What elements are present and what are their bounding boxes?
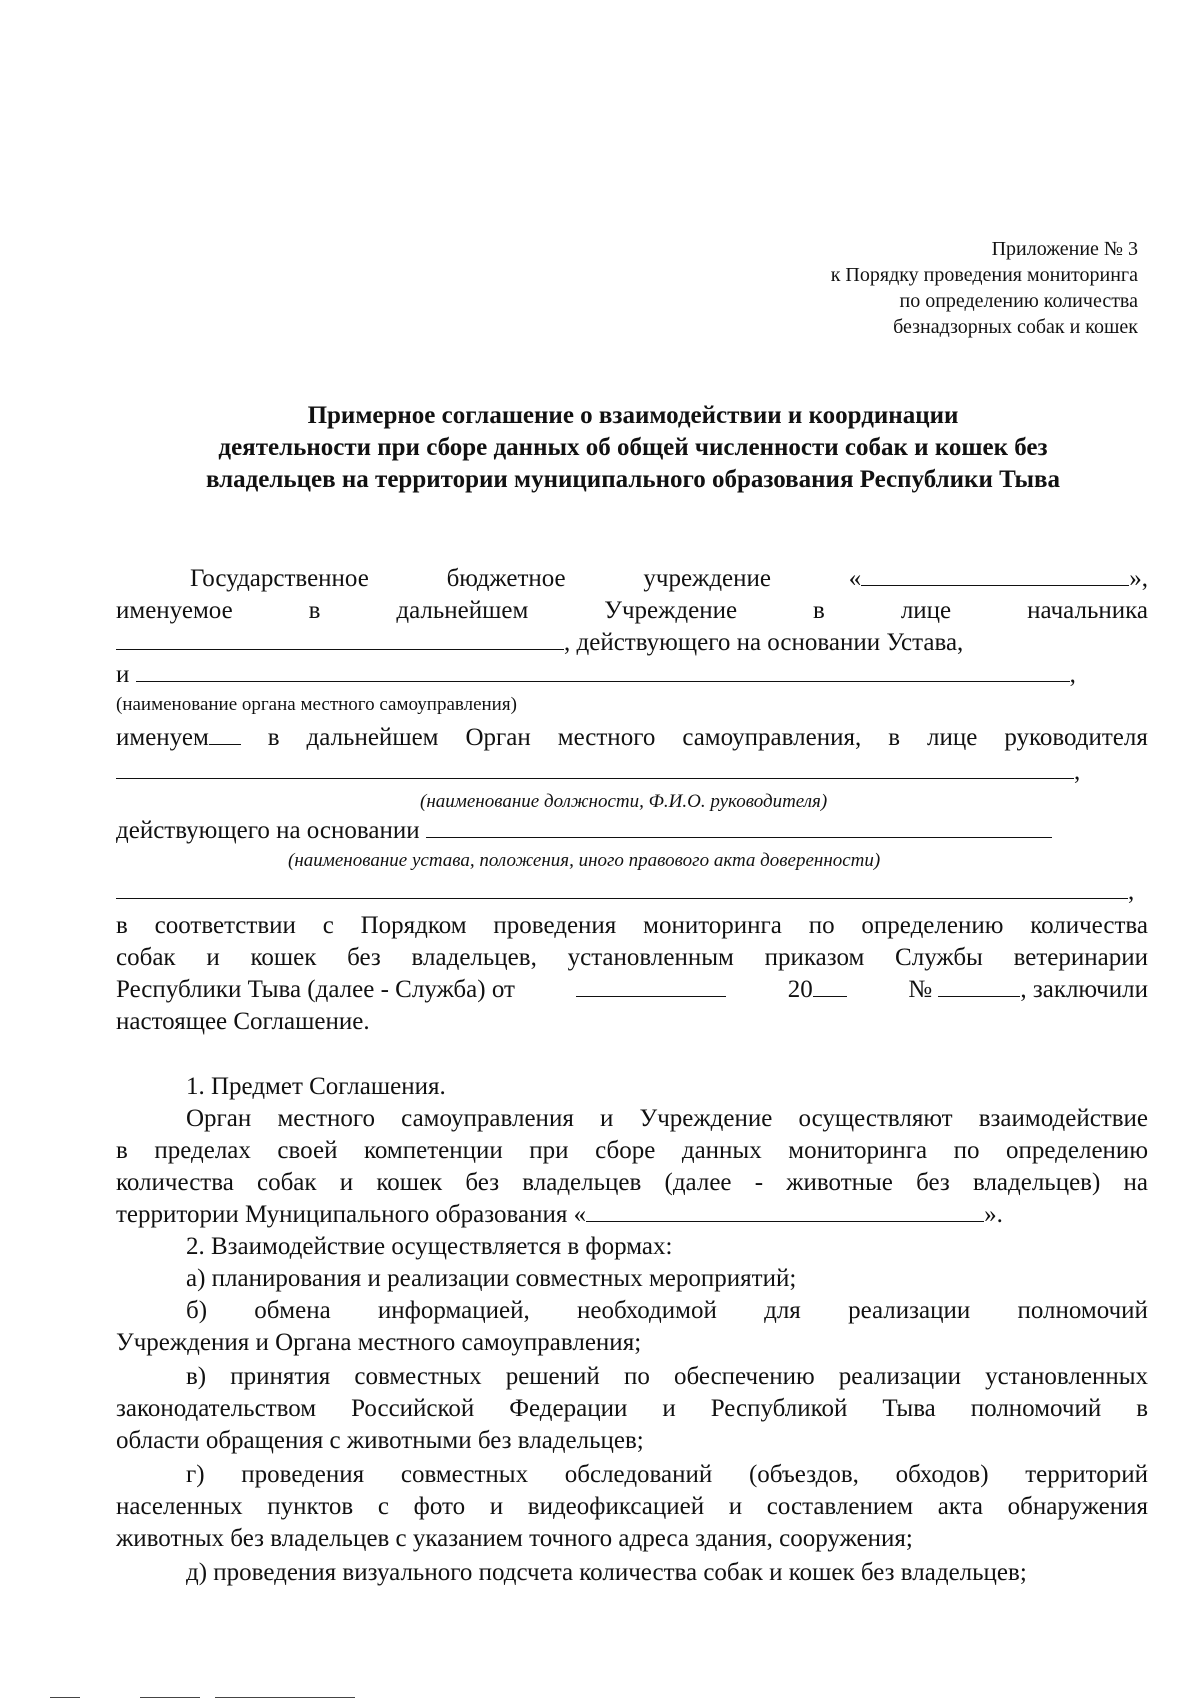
word: Государственное — [190, 565, 369, 592]
quote-close: », — [1129, 565, 1148, 592]
word: информацией, — [377, 1297, 530, 1324]
section-1-line-municipality — [116, 1199, 1148, 1231]
word: дальнейшем — [396, 597, 529, 624]
preamble-text: , действующего на основании Устава, — [564, 629, 964, 656]
section-2-item-b — [186, 1295, 1148, 1327]
caption-local-authority: (наименование органа местного самоуправления) — [116, 694, 517, 715]
order-number-blank[interactable] — [938, 974, 1020, 997]
municipality-blank[interactable] — [586, 1199, 984, 1222]
legal-act-blank[interactable] — [426, 815, 1052, 838]
order-year — [788, 974, 847, 1006]
word: лице — [900, 597, 952, 624]
word: б) — [186, 1297, 208, 1324]
preamble-text: , — [1128, 878, 1135, 905]
section-2-item-g-cont: животных без владельцев с указанием точного адреса здания, сооружения; — [116, 1525, 913, 1552]
institution-name-blank[interactable] — [861, 563, 1129, 586]
body-line: собак и кошек без владельцев, установленным приказом Службы ветеринарии — [116, 944, 1148, 971]
body-text: 20 — [787, 976, 813, 1003]
section-2-item-d: д) проведения визуального подсчета количества собак и кошек без владельцев; — [186, 1559, 1027, 1586]
caption-legal-act: (наименование устава, положения, иного правового акта доверенности) — [288, 850, 881, 871]
section-1-line: Орган местного самоуправления и Учреждение осуществляют взаимодействие — [186, 1105, 1148, 1132]
scan-artifact — [50, 1697, 80, 1698]
word: полномочий — [1017, 1297, 1148, 1324]
section-2-item-v-cont: законодательством Российской Федерации и Республикой Тыва полномочий в — [116, 1395, 1148, 1422]
body-line: в соответствии с Порядком проведения мониторинга по определению количества — [116, 912, 1148, 939]
word: в — [813, 597, 825, 624]
order-number — [908, 974, 1148, 1006]
appendix-block — [831, 236, 1138, 340]
section-2-heading: 2. Взаимодействие осуществляется в формах: — [186, 1233, 673, 1260]
word: в — [267, 724, 280, 751]
word: местного — [557, 724, 656, 751]
word: лице — [927, 724, 978, 751]
appendix-line: к Порядку проведения мониторинга — [830, 264, 1138, 286]
quote-open: « — [848, 565, 862, 592]
section-1-line: в пределах своей компетенции при сборе данных мониторинга по определению — [116, 1137, 1148, 1164]
word: бюджетное — [446, 565, 566, 592]
word: именуем — [116, 724, 209, 751]
institution-name-field[interactable] — [849, 563, 1148, 595]
word: начальника — [1027, 597, 1148, 624]
order-year-blank[interactable] — [813, 974, 847, 997]
preamble-line-2 — [116, 595, 1148, 627]
section-2-item-a: а) планирования и реализации совместных мероприятий; — [186, 1265, 797, 1292]
word: именуемое — [116, 597, 233, 624]
title-line: Примерное соглашение о взаимодействии и координации — [307, 402, 959, 429]
word: реализации — [848, 1297, 971, 1324]
word: Учреждение — [604, 597, 738, 624]
appendix-line: Приложение № 3 — [991, 238, 1138, 260]
head-position-blank[interactable] — [116, 756, 1074, 779]
section-2-item-g-cont: населенных пунктов с фото и видеофиксацией и составлением акта обнаружения — [116, 1493, 1148, 1520]
preamble-text: действующего на основании — [116, 817, 420, 844]
section-2-item-v-cont: области обращения с животными без владельцев; — [116, 1427, 644, 1454]
word: учреждение — [643, 565, 772, 592]
word: в — [888, 724, 901, 751]
body-line: настоящее Соглашение. — [116, 1008, 370, 1035]
local-authority-blank[interactable] — [136, 659, 1070, 682]
suffix-blank[interactable] — [209, 722, 241, 745]
body-text: № — [908, 976, 933, 1003]
head-name-blank[interactable] — [116, 627, 564, 650]
word: дальнейшем — [306, 724, 439, 751]
preamble-line-1 — [190, 563, 1148, 595]
preamble-line-3 — [116, 627, 1148, 659]
preamble-line-6 — [116, 722, 1148, 754]
preamble-text: , — [1069, 661, 1076, 688]
word-with-blank — [116, 722, 241, 754]
word: руководителя — [1004, 724, 1148, 751]
preamble-line-4 — [116, 659, 1148, 691]
section-text: территории Муниципального образования « — [116, 1201, 587, 1228]
appendix-line: безнадзорных собак и кошек — [893, 316, 1138, 338]
section-text: ». — [984, 1201, 1003, 1228]
word: самоуправления, — [682, 724, 862, 751]
section-2-item-b-cont: Учреждения и Органа местного самоуправления; — [116, 1329, 642, 1356]
section-1-heading: 1. Предмет Соглашения. — [186, 1073, 446, 1100]
title-line: деятельности при сборе данных об общей численности собак и кошек без — [218, 434, 1048, 461]
preamble-line-11 — [116, 876, 1148, 908]
preamble-line-9 — [116, 815, 1148, 847]
body-text: , заключили — [1020, 976, 1148, 1003]
word: Орган — [465, 724, 531, 751]
word: необходимой — [576, 1297, 717, 1324]
body-line-order-date — [116, 974, 1148, 1006]
section-2-item-v: в) принятия совместных решений по обеспечению реализации установленных — [186, 1363, 1148, 1390]
scan-artifact — [140, 1697, 200, 1698]
preamble-line-7 — [116, 756, 1148, 788]
word: в — [308, 597, 321, 624]
document-title — [118, 400, 1148, 496]
section-1-line: количества собак и кошек без владельцев (далее - животные без владельцев) на — [116, 1169, 1148, 1196]
caption-head-position: (наименование должности, Ф.И.О. руководителя) — [420, 791, 828, 812]
legal-act-continued-blank[interactable] — [116, 876, 1128, 899]
word: обмена — [254, 1297, 331, 1324]
section-2-item-g: г) проведения совместных обследований (объездов, обходов) территорий — [186, 1461, 1148, 1488]
title-line: владельцев на территории муниципального образования Республики Тыва — [205, 466, 1061, 493]
body-text: Республики Тыва (далее - Служба) от — [116, 976, 515, 1003]
preamble-text: и — [116, 661, 130, 688]
word: для — [764, 1297, 801, 1324]
scan-artifact — [215, 1697, 355, 1698]
order-date-blank[interactable] — [576, 974, 726, 997]
appendix-line: по определению количества — [899, 290, 1138, 312]
preamble-text: , — [1074, 758, 1081, 785]
